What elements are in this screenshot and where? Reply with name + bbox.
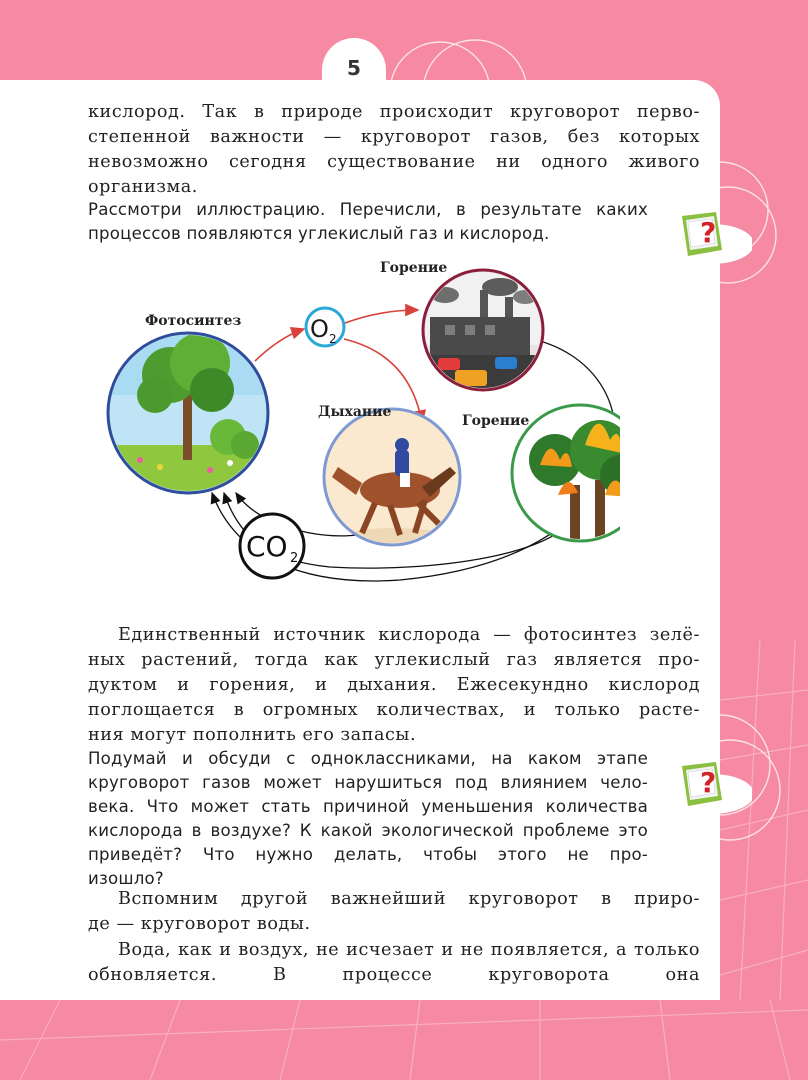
text-line: Вспомним другой важнейший круговорот в приро- [118,889,700,909]
o2-symbol: O [310,315,329,343]
text-line: организма. [88,177,198,197]
label-combustion-top: Горение [380,260,448,276]
text-line: дуктом и горения, и дыхания. Ежесекундно кислород [88,675,700,695]
co2-molecule [240,514,304,578]
paragraph-water-renewal [88,938,700,988]
label-photosynthesis: Фотосинтез [145,313,242,329]
arrow-o2-to-factory [345,310,418,323]
task-discuss-classmates [88,747,648,891]
text-line: изошло? [88,869,164,888]
text-line: де — круговорот воды. [88,914,311,934]
text-line: Рассмотри иллюстрацию. Перечисли, в результате каких [88,200,648,219]
text-line: кислород. Так в природе происходит круговорот перво- [88,102,700,122]
paragraph-gas-cycle [88,100,700,200]
text-line: Подумай и обсуди с одноклассниками, на каком этапе [88,749,648,768]
paragraph-oxygen-source [88,623,700,748]
text-line: века. Что может стать причиной уменьшения количества [88,797,648,816]
photosynthesis-image [100,333,280,505]
text-line: ных растений, тогда как углекислый газ является про- [88,650,700,670]
gas-cycle-diagram [100,255,620,610]
horse-respiration-image [324,409,460,552]
label-combustion-right: Горение [462,413,530,429]
paragraph-water-cycle-intro [88,887,700,937]
text-line: это приведёт? Что нужно делать, чтобы этого не про- [88,821,648,864]
book-question-icon [660,748,752,820]
co2-symbol: CO [246,530,288,563]
text-line: степенной важности — круговорот газов, без которых [88,127,700,147]
text-line: процессов появляются углекислый газ и кислород. [88,224,550,243]
svg-text:?: ? [700,216,717,249]
svg-text:?: ? [700,766,717,799]
o2-subscript: 2 [329,332,337,346]
text-line: невозможно сегодня существование ни одного живого [88,152,700,172]
text-line: поглощается в огромных количествах, и только расте- [88,700,700,720]
arrow-tree-to-o2 [255,329,304,361]
text-line: Вода, как и воздух, не исчезает и не появляется, [118,940,610,960]
page-number: 5 [322,38,386,96]
text-line: круговорот газов может нарушиться под влиянием чело- [88,773,648,792]
text-line: кислорода в воздухе? К какой экологической проблеме [88,821,610,840]
o2-molecule [306,308,344,346]
task-examine-illustration [88,198,648,246]
text-line: Единственный источник кислорода — фотосинтез зелё- [118,625,700,645]
factory-combustion-image [420,265,550,395]
book-question-icon [660,198,752,270]
text-line: а только обновляется. В процессе круговорота она [88,940,700,985]
co2-subscript: 2 [290,551,299,566]
label-respiration: Дыхание [318,404,392,420]
text-line: ния могут пополнить его запасы. [88,725,417,745]
